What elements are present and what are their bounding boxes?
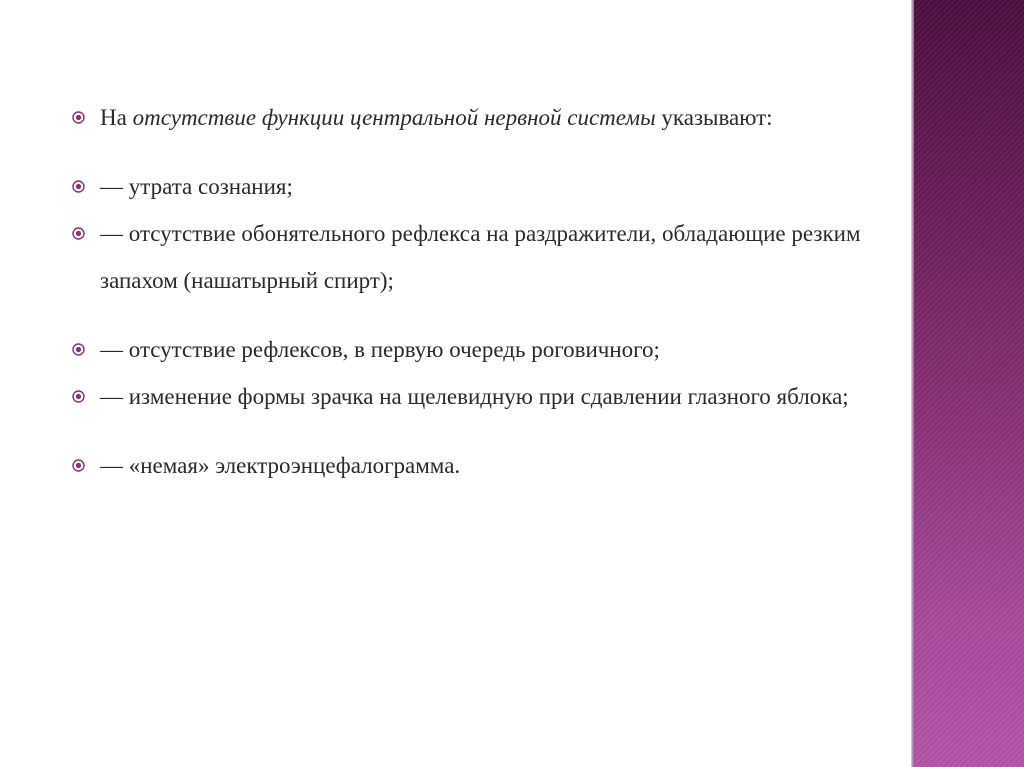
intro-emphasis: отсутствие функции центральной нервной системы [132, 105, 656, 130]
circle-bullet-icon [72, 343, 85, 356]
decorative-side-bar [914, 0, 1024, 767]
intro-suffix: указывают: [655, 105, 773, 130]
bullet-item [66, 442, 866, 489]
circle-bullet-icon [72, 227, 85, 240]
bullet-item [66, 210, 866, 304]
intro-prefix: На [100, 105, 133, 130]
circle-bullet-icon [72, 390, 85, 403]
bullet-item-intro [66, 94, 866, 141]
bullet-text: — изменение формы зрачка на щелевидную при сдавлении глазного яблока; [100, 384, 849, 409]
bullet-text: — «немая» электроэнцефалограмма. [100, 453, 461, 478]
bullet-list [66, 94, 866, 489]
bullet-text: — отсутствие рефлексов, в первую очередь роговичного; [100, 337, 660, 362]
circle-bullet-icon [72, 459, 85, 472]
circle-bullet-icon [72, 111, 85, 124]
circle-bullet-icon [72, 180, 85, 193]
bullet-text: — утрата сознания; [100, 174, 293, 199]
bullet-item [66, 373, 866, 420]
bullet-item [66, 163, 866, 210]
bullet-item [66, 326, 866, 373]
bullet-text: — отсутствие обонятельного рефлекса на раздражители, обладающие резким запахом (нашатырный спирт); [100, 221, 861, 293]
